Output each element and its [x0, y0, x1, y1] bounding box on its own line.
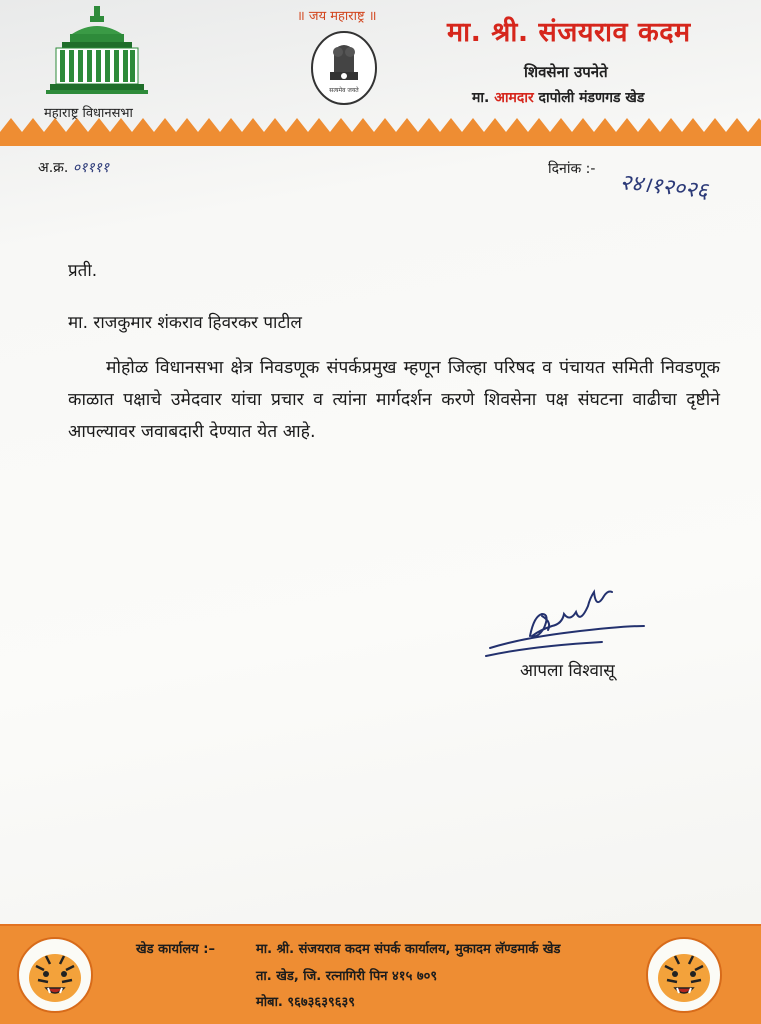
mla-role: शिवसेना उपनेते: [524, 63, 608, 81]
office-label: खेड कार्यालय :–: [136, 942, 215, 957]
letter-body-text: मोहोळ विधानसभा क्षेत्र निवडणूक संपर्कप्रमुख म्हणून जिल्हा परिषद व पंचायत समिती निवडणूक काळात पक्षाचे उमेदवार यांचा प्रचार व त्यांना मार्गदर्शन करणे शिवसेना पक्ष संघटना वाढीचा दृष्टीने आपल्यावर जवाबदारी देण्यात येत आहे.: [68, 358, 720, 442]
footer-band: [0, 926, 761, 1024]
tiger-emblem-icon-left: [16, 936, 94, 1014]
tiger-emblem-icon-right: [645, 936, 723, 1014]
footer-address-line2: ता. खेड, जि. रत्नागिरी पिन ४१५ ७०९: [256, 969, 438, 984]
mla-constituency: दापोली मंडणगड खेड: [538, 90, 645, 106]
assembly-caption: महाराष्ट्र विधानसभा: [44, 106, 133, 121]
ashoka-emblem-icon: [310, 30, 378, 106]
date-label: दिनांक :-: [548, 161, 596, 177]
mla-title: आमदार: [494, 90, 534, 106]
slogan-text: ॥ जय महाराष्ट्र ॥: [297, 9, 377, 24]
saffron-zigzag-border: [0, 118, 761, 146]
reference-label: अ.क्र.: [38, 160, 69, 176]
vidhan-bhavan-logo: [42, 4, 162, 114]
mla-name: मा. श्री. संजयराव कदम: [447, 17, 691, 48]
mla-prefix: मा.: [472, 90, 490, 106]
closing-text: आपला विश्वासू: [520, 661, 615, 681]
mla-constituency-line: [472, 88, 644, 107]
reference-number-line: [38, 158, 109, 177]
footer-address-line1: मा. श्री. संजयराव कदम संपर्क कार्यालय, मुकादम लॅण्डमार्क खेड: [256, 942, 561, 957]
date-value: २४।१२०२६: [618, 170, 710, 205]
addressee: मा. राजकुमार शंकराव हिवरकर पाटील: [68, 313, 302, 333]
reference-number: ०११११: [72, 160, 110, 176]
footer-phone: मोबा. ९६७३६३९६३९: [256, 995, 355, 1010]
handwritten-signature: [482, 586, 652, 666]
salutation: प्रती.: [68, 261, 98, 281]
emblem-motto: सत्यमेव जयते: [329, 87, 359, 94]
